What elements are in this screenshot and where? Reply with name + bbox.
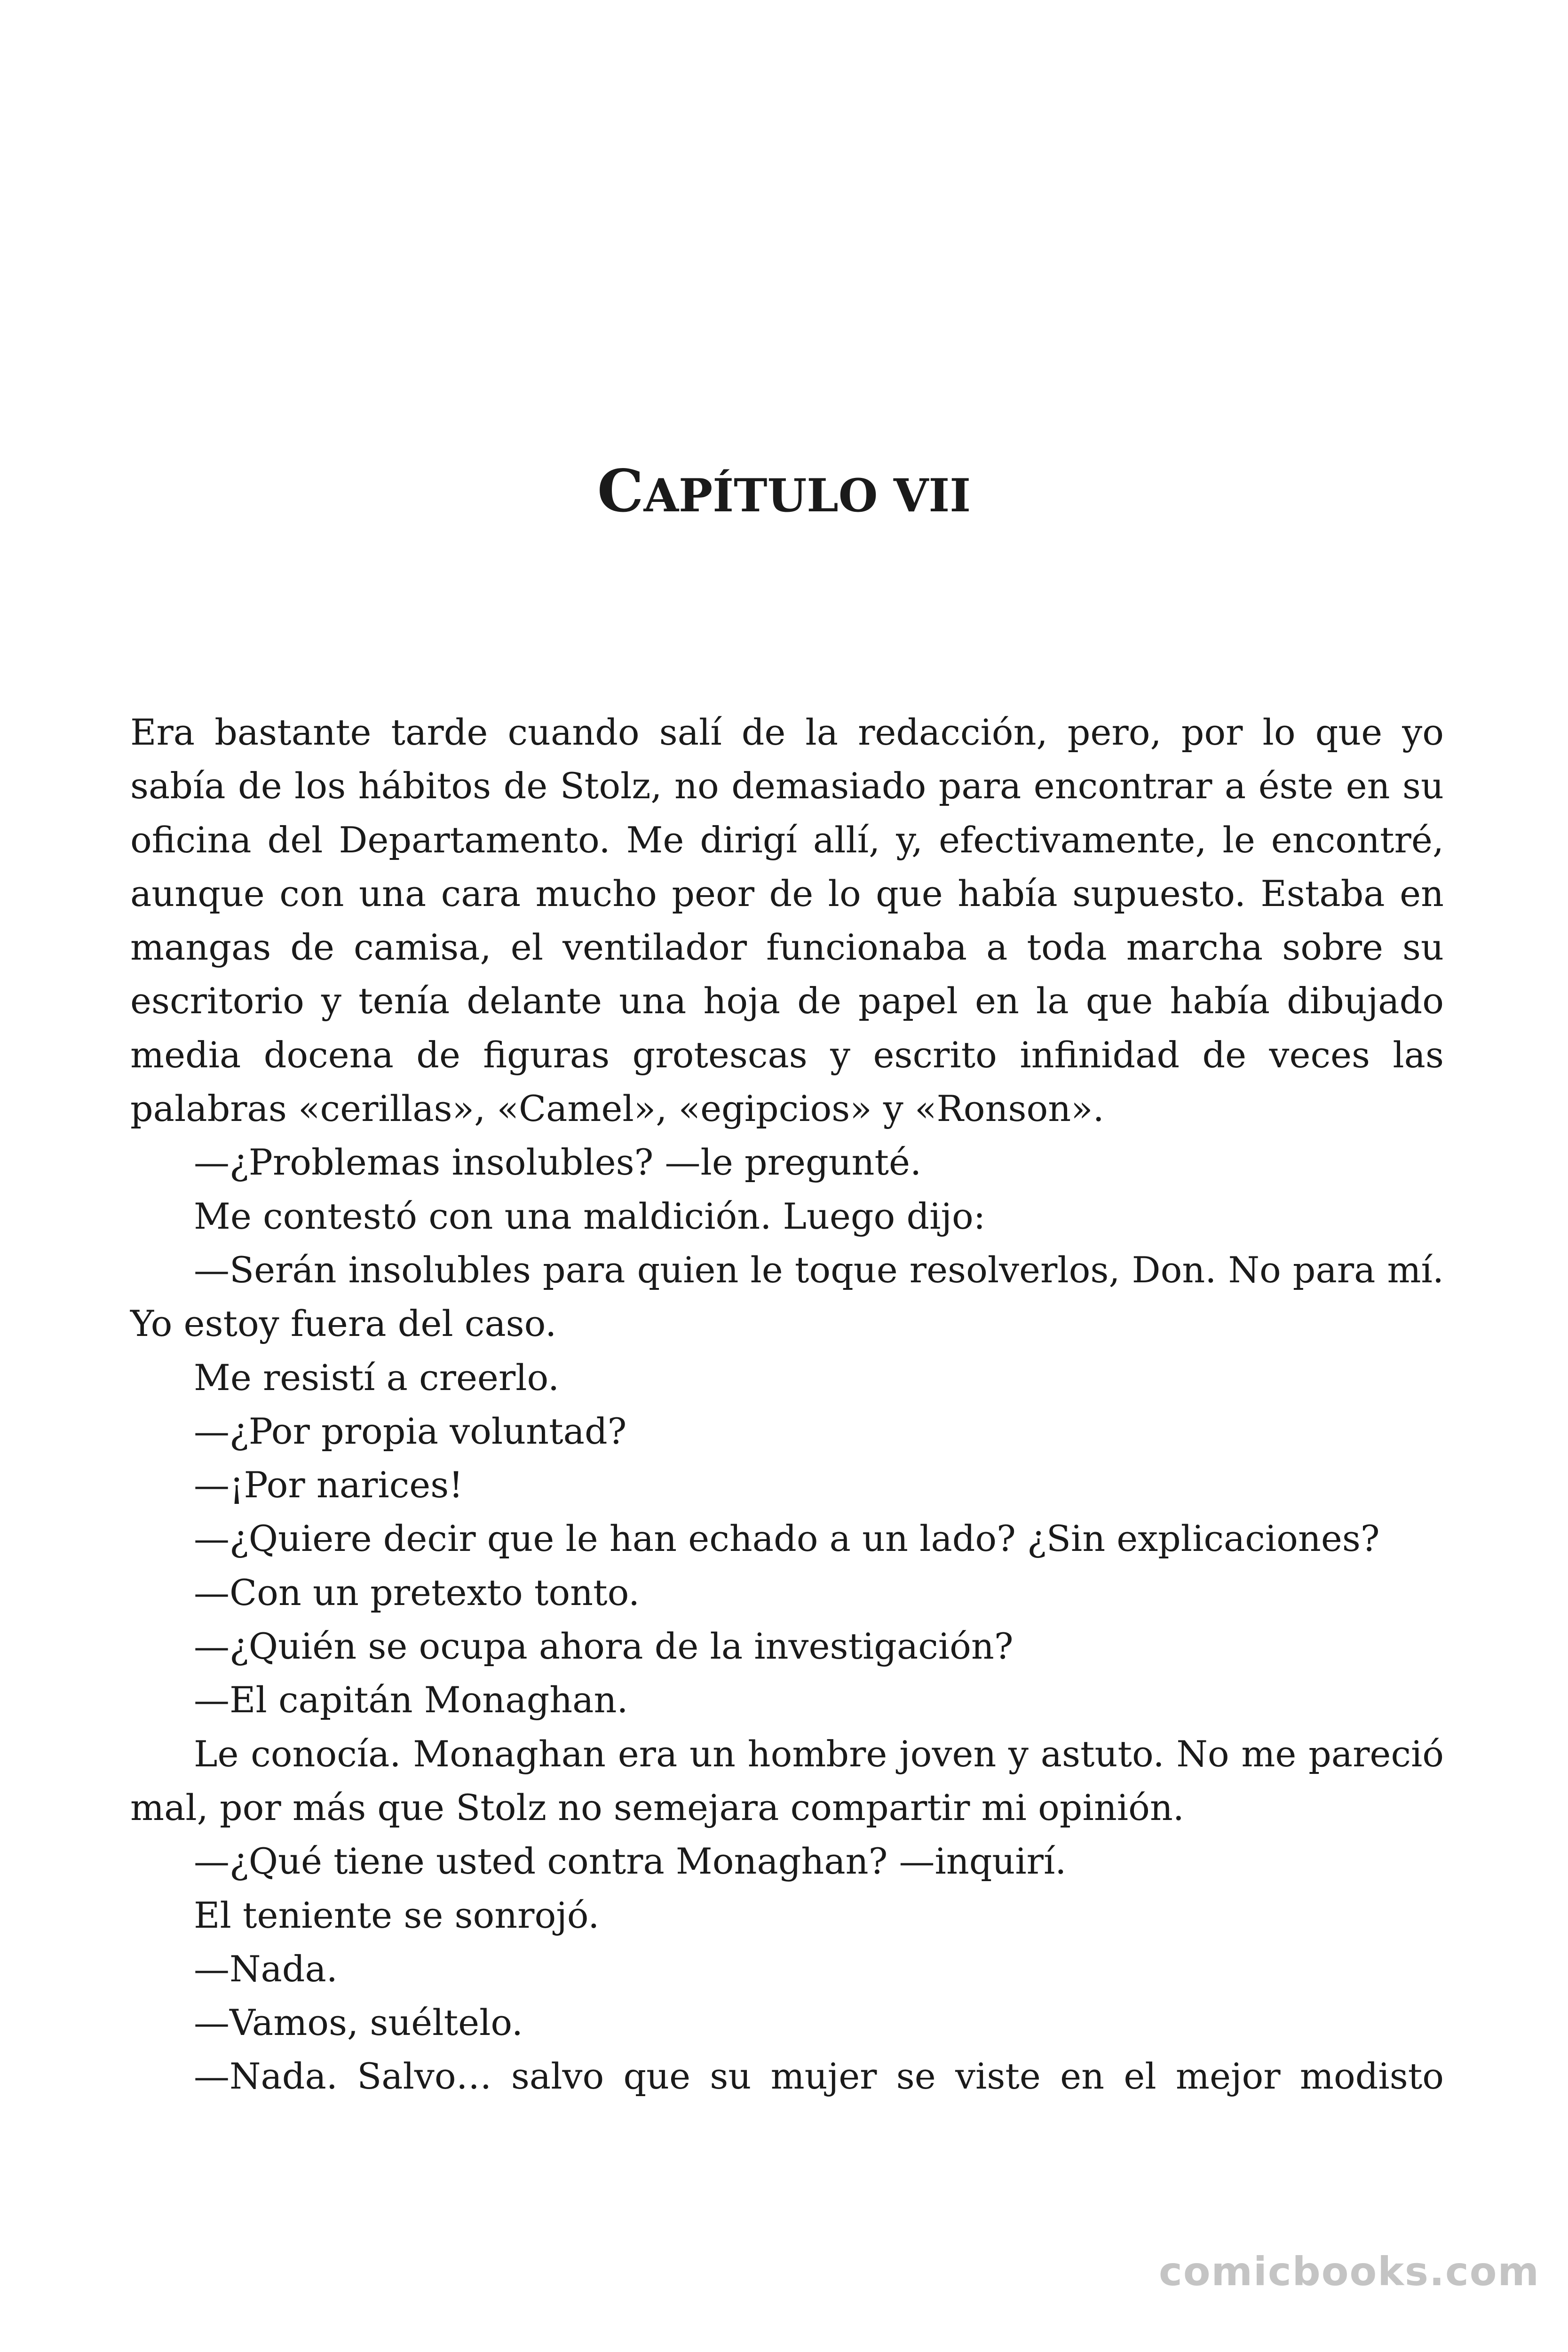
paragraph: Le conocía. Monaghan era un hombre joven y astuto. No me pareció mal, por más que Stolz no semejara compartir mi opinión. [130, 1732, 1444, 1828]
paragraph: —¿Por propia voluntad? [194, 1410, 627, 1452]
chapter-title-initial: C [597, 457, 644, 525]
paragraph: —Nada. [194, 1947, 338, 1990]
paragraph: —Vamos, suéltelo. [194, 2002, 523, 2044]
paragraph: Me resistí a creerlo. [194, 1356, 560, 1398]
paragraph: —¡Por narices! [194, 1464, 463, 1506]
paragraph: —¿Quiere decir que le han echado a un lado? ¿Sin explicaciones? [194, 1518, 1380, 1560]
paragraph: —¿Qué tiene usted contra Monaghan? —inquirí. [194, 1840, 1067, 1883]
paragraph: —Nada. Salvo… salvo que su mujer se viste en el mejor modisto [194, 2055, 1444, 2098]
paragraph: —Con un pretexto tonto. [194, 1571, 640, 1613]
paragraph: —¿Problemas insolubles? —le pregunté. [194, 1141, 922, 1184]
chapter-title [0, 454, 1568, 533]
paragraph: El teniente se sonrojó. [194, 1894, 600, 1936]
watermark: comicbooks.com [1159, 2249, 1540, 2295]
paragraph: —¿Quién se ocupa ahora de la investigación? [194, 1625, 1014, 1668]
chapter-title-rest: APÍTULO VII [643, 469, 971, 522]
paragraph: Era bastante tarde cuando salí de la redacción, pero, por lo que yo sabía de los hábitos de Stolz, no demasiado para encontrar a éste en su oficina del Departamento. Me dirigí allí, y, efectivamente, le encontré, aunque con una cara mucho peor de lo que había supuesto. Estaba en mangas de camisa, el ventilador funcionaba a toda marcha sobre su escritorio y tenía delante una hoja de papel en la que había dibujado media docena de figuras grotescas y escrito infinidad de veces las palabras «cerillas», «Camel», «egipcios» y «Ronson». [130, 711, 1444, 1130]
paragraph: Me contestó con una maldición. Luego dijo: [194, 1195, 986, 1237]
paragraph: —El capitán Monaghan. [194, 1679, 628, 1721]
paragraph: —Serán insolubles para quien le toque resolverlos, Don. No para mí. Yo estoy fuera del caso. [130, 1248, 1444, 1345]
chapter-body [130, 706, 1444, 2104]
